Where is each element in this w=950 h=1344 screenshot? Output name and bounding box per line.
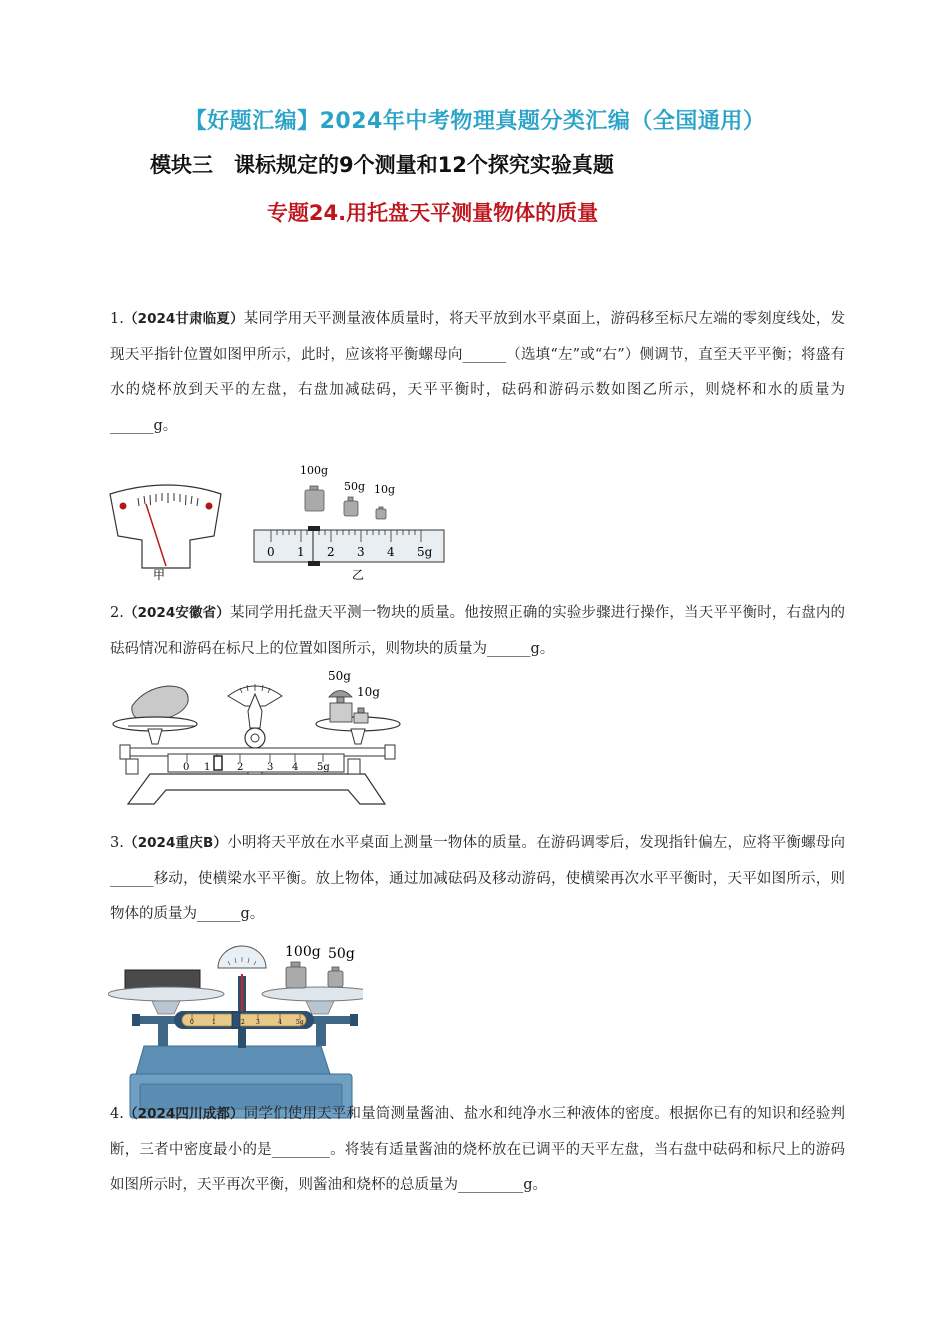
document-title: 【好题汇编】2024年中考物理真题分类汇编（全国通用）	[184, 109, 766, 134]
scale-tick-label: 2	[237, 762, 244, 773]
weight-label: 50g	[344, 480, 366, 493]
scale-tick-label: 4	[387, 545, 395, 559]
scale-tick-label: 1	[204, 762, 211, 773]
weight-label: 100g	[285, 944, 321, 960]
question-1	[110, 302, 845, 444]
question-text: 某同学用托盘天平测一物块的质量。他按照正确的实验步骤进行操作，当天平平衡时，右盘内的砝码情况和游码在标尺上的位置如图所示，则物块的质量为______g。	[110, 605, 845, 657]
scale-tick-label: 3	[357, 545, 365, 559]
scale-tick-label: 0	[190, 1019, 194, 1026]
topic-heading: 专题24.用托盘天平测量物体的质量	[266, 201, 599, 225]
scale-tick-label: 3	[267, 762, 274, 773]
weight-label: 50g	[328, 669, 351, 683]
scale-tick-label: 3	[256, 1019, 260, 1026]
scale-tick-label: 4	[278, 1019, 282, 1026]
scale-tick-label: 5g	[417, 545, 433, 559]
balance-dial-figure	[110, 485, 221, 568]
caption-right: 乙	[352, 568, 365, 582]
scale-tick-label: 4	[292, 762, 299, 773]
scale-tick-label: 1	[297, 545, 305, 559]
question-source: （2024甘肃临夏）	[123, 311, 244, 327]
question-number: 1.	[110, 311, 124, 327]
question-2	[110, 596, 845, 667]
weight-label: 100g	[300, 464, 329, 477]
question-text: 小明将天平放在水平桌面上测量一物体的质量。在游码调零后，发现指针偏左，应将平衡螺母向______移动，使横梁水平平衡。放上物体，通过加减砝码及移动游码，使横梁再次水平平衡时，天平如图所示，则物体的质量为______g。	[110, 835, 845, 922]
question-source: （2024重庆B）	[123, 835, 228, 851]
question-source: （2024安徽省）	[123, 605, 230, 621]
scale-tick-label: 5g	[296, 1019, 304, 1026]
caption-left: 甲	[153, 568, 166, 582]
scale-tick-label: 5g	[317, 762, 330, 773]
question-source: （2024四川成都）	[123, 1106, 244, 1122]
figure-2	[110, 666, 410, 808]
module-heading: 模块三 课标规定的9个测量和12个探究实验真题	[150, 153, 614, 177]
figure-1	[108, 458, 448, 583]
question-number: 2.	[110, 605, 124, 621]
question-number: 4.	[110, 1106, 124, 1122]
figure-3	[108, 934, 363, 1124]
scale-tick-label: 0	[183, 762, 190, 773]
scale-tick-label: 2	[327, 545, 335, 559]
scale-tick-label: 0	[267, 545, 275, 559]
question-3	[110, 826, 845, 933]
scale-tick-label: 2	[241, 1019, 245, 1026]
scale-tick-label: 1	[212, 1019, 216, 1026]
weight-label: 50g	[328, 946, 355, 962]
weight-label: 10g	[357, 685, 380, 699]
weight-label: 10g	[374, 483, 396, 496]
question-4	[110, 1097, 845, 1204]
question-text: 同学们使用天平和量筒测量酱油、盐水和纯净水三种液体的密度。根据你已有的知识和经验判断，三者中密度最小的是________。将装有适量酱油的烧杯放在已调平的天平左盘，当右盘中砝码和标尺上的游码如图所示时，天平再次平衡，则酱油和烧杯的总质量为_________g。	[110, 1106, 845, 1193]
question-text: 某同学用天平测量液体质量时，将天平放到水平桌面上，游码移至标尺左端的零刻度线处，发现天平指针位置如图甲所示，此时，应该将平衡螺母向______（选填“左”或“右”）侧调节，直至天平平衡；将盛有水的烧杯放到天平的左盘，右盘加减砝码，天平平衡时，砝码和游码示数如图乙所示，则烧杯和水的质量为______g。	[110, 311, 845, 434]
question-number: 3.	[110, 835, 124, 851]
